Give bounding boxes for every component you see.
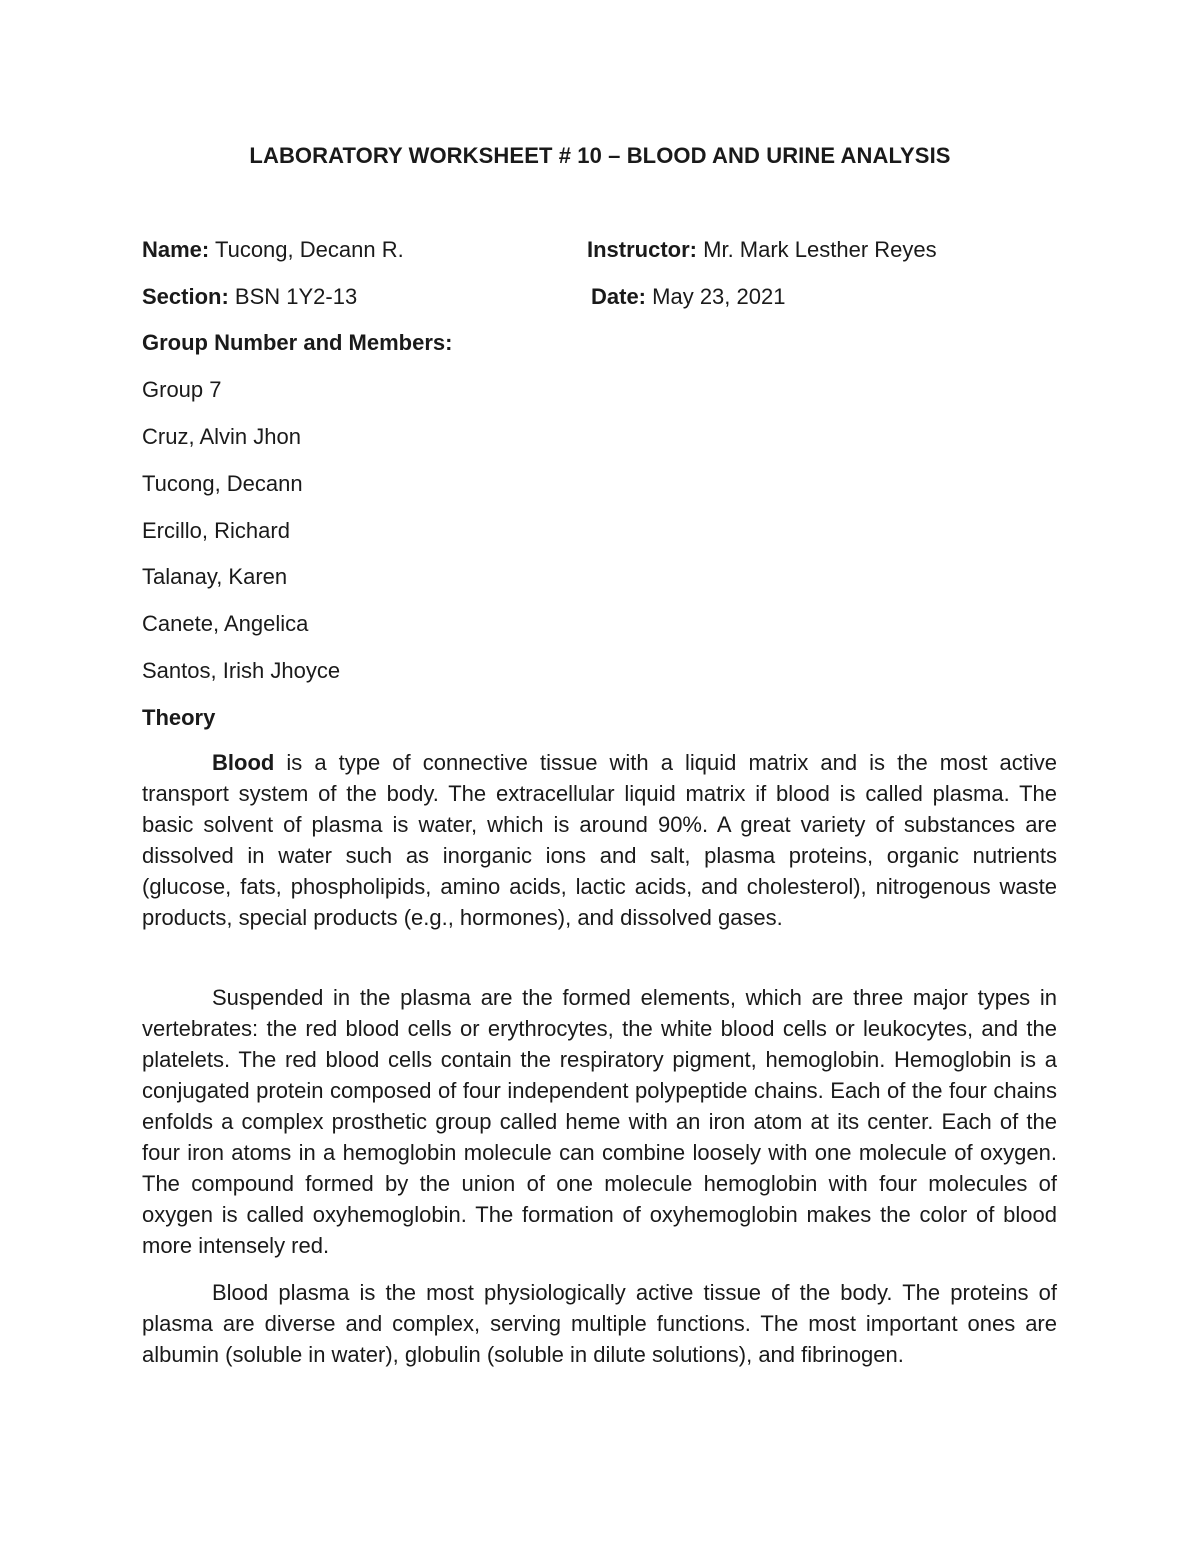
member-item: Tucong, Decann [142, 471, 303, 496]
instructor-label: Instructor: [587, 237, 697, 262]
date-label: Date: [591, 284, 647, 309]
member-item: Ercillo, Richard [142, 518, 290, 543]
instructor-row [587, 237, 937, 263]
date-row [591, 284, 785, 310]
name-value: Tucong, Decann R. [214, 237, 404, 262]
theory-paragraph-2: Suspended in the plasma are the formed elements, which are three major types in vertebrates: the red blood cells or erythrocytes, the white blood cells or leukocytes, and the platelets. The red blood cells contain the respiratory pigment, hemoglobin. Hemoglobin is a conjugated protein composed of four independent polypeptide chains. Each of the four chains enfolds a complex prosthetic group called heme with an iron atom at its center. Each of the four iron atoms in a hemoglobin molecule can combine loosely with one molecule of oxygen. The compound formed by the union of one molecule hemoglobin with four molecules of oxygen is called oxyhemoglobin. The formation of oxyhemoglobin makes the color of blood more intensely red. [142, 985, 1057, 1258]
section-label: Section: [142, 284, 229, 309]
member-item: Santos, Irish Jhoyce [142, 658, 341, 683]
instructor-value: Mr. Mark Lesther Reyes [703, 237, 937, 262]
paragraph-lead-term: Blood [212, 750, 275, 775]
name-row [142, 237, 404, 263]
section-value: BSN 1Y2-13 [234, 284, 358, 309]
theory-paragraph-3: Blood plasma is the most physiologically active tissue of the body. The proteins of plasma are diverse and complex, serving multiple functions. The most important ones are albumin (soluble in water), globulin (soluble in dilute solutions), and fibrinogen. [142, 1280, 1057, 1367]
theory-heading: Theory [142, 705, 216, 730]
name-label: Name: [142, 237, 210, 262]
group-heading: Group Number and Members: [142, 330, 453, 355]
date-value: May 23, 2021 [652, 284, 786, 309]
theory-paragraph-1 [142, 747, 1057, 933]
member-item: Talanay, Karen [142, 564, 288, 589]
member-item: Canete, Angelica [142, 611, 309, 636]
worksheet-title: LABORATORY WORKSHEET # 10 – BLOOD AND URINE ANALYSIS [249, 143, 951, 168]
group-number: Group 7 [142, 377, 222, 402]
section-row [142, 284, 357, 310]
paragraph-text: is a type of connective tissue with a liquid matrix and is the most active transport system of the body. The extracellular liquid matrix if blood is called plasma. The basic solvent of plasma is water, which is around 90%. A great variety of substances are dissolved in water such as inorganic ions and salt, plasma proteins, organic nutrients (glucose, fats, phospholipids, amino acids, lactic acids, and cholesterol), nitrogenous waste products, special products (e.g., hormones), and dissolved gases. [142, 750, 1057, 930]
member-item: Cruz, Alvin Jhon [142, 424, 301, 449]
